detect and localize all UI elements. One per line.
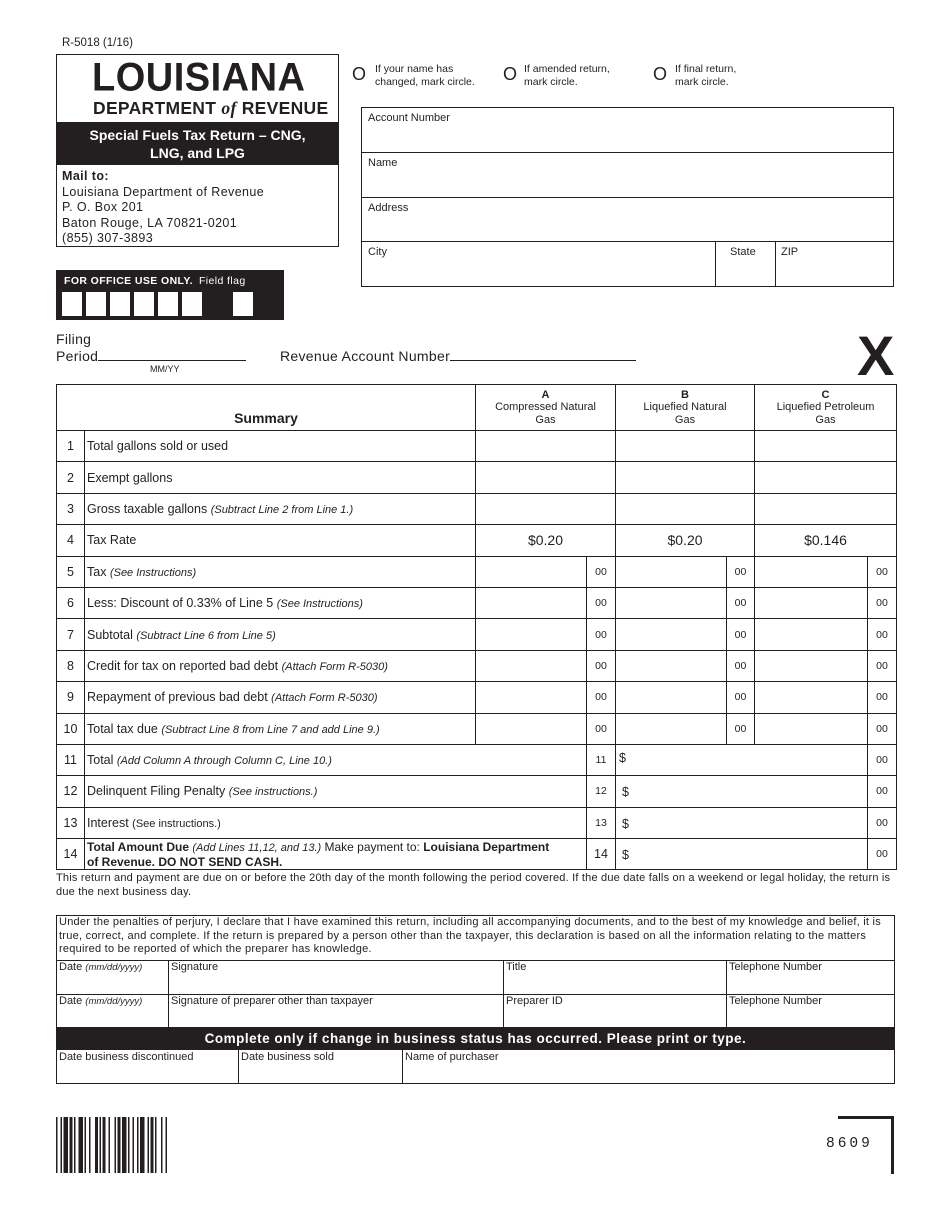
- column-a-header: A Compressed Natural Gas: [476, 385, 616, 431]
- table-row: 9 Repayment of previous bad debt (Attach Form R-5030) 00 00 00: [57, 682, 897, 713]
- line7-col-a[interactable]: [476, 619, 587, 650]
- line3-col-c[interactable]: [755, 493, 897, 524]
- preparer-id-field[interactable]: Preparer ID: [506, 995, 563, 1007]
- summary-table: [56, 384, 897, 870]
- table-row: 13 Interest (See instructions.) 13 $ 00: [57, 807, 897, 838]
- line1-col-a[interactable]: [476, 431, 616, 462]
- office-cell: [110, 292, 130, 316]
- line5-col-a[interactable]: [476, 556, 587, 587]
- form-title: Special Fuels Tax Return – CNG, LNG, and LPG: [56, 122, 339, 165]
- account-number-field[interactable]: Account Number: [362, 108, 893, 153]
- mmyy-hint: MM/YY: [150, 364, 180, 374]
- filing-period-input[interactable]: [98, 349, 246, 361]
- line6-col-a[interactable]: [476, 587, 587, 618]
- tax-rate-a: $0.20: [476, 525, 616, 556]
- x-mark: X: [857, 324, 895, 387]
- name-changed-circle[interactable]: O: [352, 64, 367, 84]
- table-row: 12 Delinquent Filing Penalty (See instructions.) 12 $ 00: [57, 776, 897, 807]
- table-row: 2 Exempt gallons: [57, 462, 897, 493]
- taxpayer-info-box: [361, 107, 894, 287]
- filing-period: Filing Period: [56, 331, 246, 365]
- preparer-telephone-field[interactable]: Telephone Number: [729, 995, 822, 1007]
- line11-total[interactable]: $: [616, 744, 868, 775]
- line8-col-a[interactable]: [476, 650, 587, 681]
- column-b-header: B Liquefied Natural Gas: [616, 385, 755, 431]
- mail-to-block: Mail to: Louisiana Department of Revenue P. O. Box 201 Baton Rouge, LA 70821-0201 (855) 307-3893: [62, 169, 265, 245]
- column-c-header: C Liquefied Petroleum Gas: [755, 385, 897, 431]
- line14-amount-due[interactable]: $: [616, 839, 868, 870]
- revenue-account-input[interactable]: [450, 349, 636, 361]
- line10-col-b[interactable]: [616, 713, 727, 744]
- table-row: 14 Total Amount Due (Add Lines 11,12, and 13.) Make payment to: Louisiana Department of Revenue. DO NOT SEND CASH. 14 $ 00: [57, 839, 897, 870]
- line2-col-a[interactable]: [476, 462, 616, 493]
- name-changed-note: If your name has changed, mark circle.: [375, 63, 475, 88]
- line13-interest[interactable]: $: [616, 807, 868, 838]
- zip-field[interactable]: ZIP: [781, 246, 799, 258]
- line5-col-c[interactable]: [755, 556, 868, 587]
- line9-col-c[interactable]: [755, 682, 868, 713]
- line5-col-b[interactable]: [616, 556, 727, 587]
- signature-field[interactable]: Signature: [171, 961, 219, 973]
- logo-department: DEPARTMENT of REVENUE: [93, 98, 329, 118]
- table-row: 1 Total gallons sold or used: [57, 431, 897, 462]
- line1-col-b[interactable]: [616, 431, 755, 462]
- final-circle[interactable]: O: [653, 64, 668, 84]
- line3-col-b[interactable]: [616, 493, 755, 524]
- perjury-declaration: Under the penalties of perjury, I declare that I have examined this return, including all accompanying documents, and to the best of my knowledge and belief, it is true, correct, and complete. If the return is prepared by a person other than the taxpayer, this declaration is based on all the information relating to the matters required to be reported of which the preparer has knowledge.: [59, 916, 881, 955]
- telephone-field[interactable]: Telephone Number: [729, 961, 822, 973]
- form-id: R-5018 (1/16): [62, 37, 133, 49]
- table-row: 5 Tax (See Instructions) 00 00 00: [57, 556, 897, 587]
- line1-col-c[interactable]: [755, 431, 897, 462]
- purchaser-name-field[interactable]: Name of purchaser: [405, 1051, 499, 1063]
- line6-col-b[interactable]: [616, 587, 727, 618]
- office-cell: [158, 292, 178, 316]
- date-field[interactable]: Date (mm/dd/yyyy): [59, 961, 143, 973]
- title-field[interactable]: Title: [506, 961, 527, 973]
- table-row: 6 Less: Discount of 0.33% of Line 5 (See Instructions) 00 00 00: [57, 587, 897, 618]
- address-field[interactable]: Address: [362, 198, 893, 242]
- amended-circle[interactable]: O: [503, 64, 518, 84]
- table-row: 7 Subtotal (Subtract Line 6 from Line 5) 00 00 00: [57, 619, 897, 650]
- line10-col-a[interactable]: [476, 713, 587, 744]
- office-cell: [62, 292, 82, 316]
- office-cell: [134, 292, 154, 316]
- line2-col-b[interactable]: [616, 462, 755, 493]
- barcode: [56, 1117, 204, 1173]
- business-status-banner: Complete only if change in business status has occurred. Please print or type.: [56, 1027, 895, 1050]
- amended-note: If amended return, mark circle.: [524, 63, 610, 88]
- preparer-date-field[interactable]: Date (mm/dd/yyyy): [59, 995, 143, 1007]
- table-row: 11 Total (Add Column A through Column C, Line 10.) 11 $ 00: [57, 744, 897, 775]
- revenue-account-number: Revenue Account Number: [280, 348, 636, 364]
- office-use-box: FOR OFFICE USE ONLY. Field flag: [56, 270, 284, 320]
- line9-col-a[interactable]: [476, 682, 587, 713]
- line6-col-c[interactable]: [755, 587, 868, 618]
- final-note: If final return, mark circle.: [675, 63, 737, 88]
- line10-col-c[interactable]: [755, 713, 868, 744]
- line3-col-a[interactable]: [476, 493, 616, 524]
- line7-col-b[interactable]: [616, 619, 727, 650]
- line2-col-c[interactable]: [755, 462, 897, 493]
- line9-col-b[interactable]: [616, 682, 727, 713]
- line7-col-c[interactable]: [755, 619, 868, 650]
- tax-rate-b: $0.20: [616, 525, 755, 556]
- tax-rate-c: $0.146: [755, 525, 897, 556]
- name-field[interactable]: Name: [362, 153, 893, 198]
- line12-penalty[interactable]: $: [616, 776, 868, 807]
- due-date-note: This return and payment are due on or before the 20th day of the month following the period covered. If the due date falls on a weekend or legal holiday, the return is due the next business day.: [56, 872, 891, 898]
- table-row: 4 Tax Rate $0.20 $0.20 $0.146: [57, 525, 897, 556]
- office-cell: [182, 292, 202, 316]
- table-row: 8 Credit for tax on reported bad debt (Attach Form R-5030) 00 00 00: [57, 650, 897, 681]
- date-discontinued-field[interactable]: Date business discontinued: [59, 1051, 194, 1063]
- table-row: 10 Total tax due (Subtract Line 8 from Line 7 and add Line 9.) 00 00 00: [57, 713, 897, 744]
- city-field[interactable]: City: [368, 246, 387, 258]
- date-sold-field[interactable]: Date business sold: [241, 1051, 334, 1063]
- field-flag-cell: [233, 292, 253, 316]
- summary-title: Summary: [57, 385, 476, 431]
- form-number: 8609: [826, 1136, 873, 1152]
- table-row: 3 Gross taxable gallons (Subtract Line 2 from Line 1.): [57, 493, 897, 524]
- line8-col-c[interactable]: [755, 650, 868, 681]
- line8-col-b[interactable]: [616, 650, 727, 681]
- office-cell: [86, 292, 106, 316]
- state-field[interactable]: State: [730, 246, 756, 258]
- preparer-signature-field[interactable]: Signature of preparer other than taxpayer: [171, 995, 373, 1007]
- logo-louisiana: LOUISIANA: [92, 55, 306, 101]
